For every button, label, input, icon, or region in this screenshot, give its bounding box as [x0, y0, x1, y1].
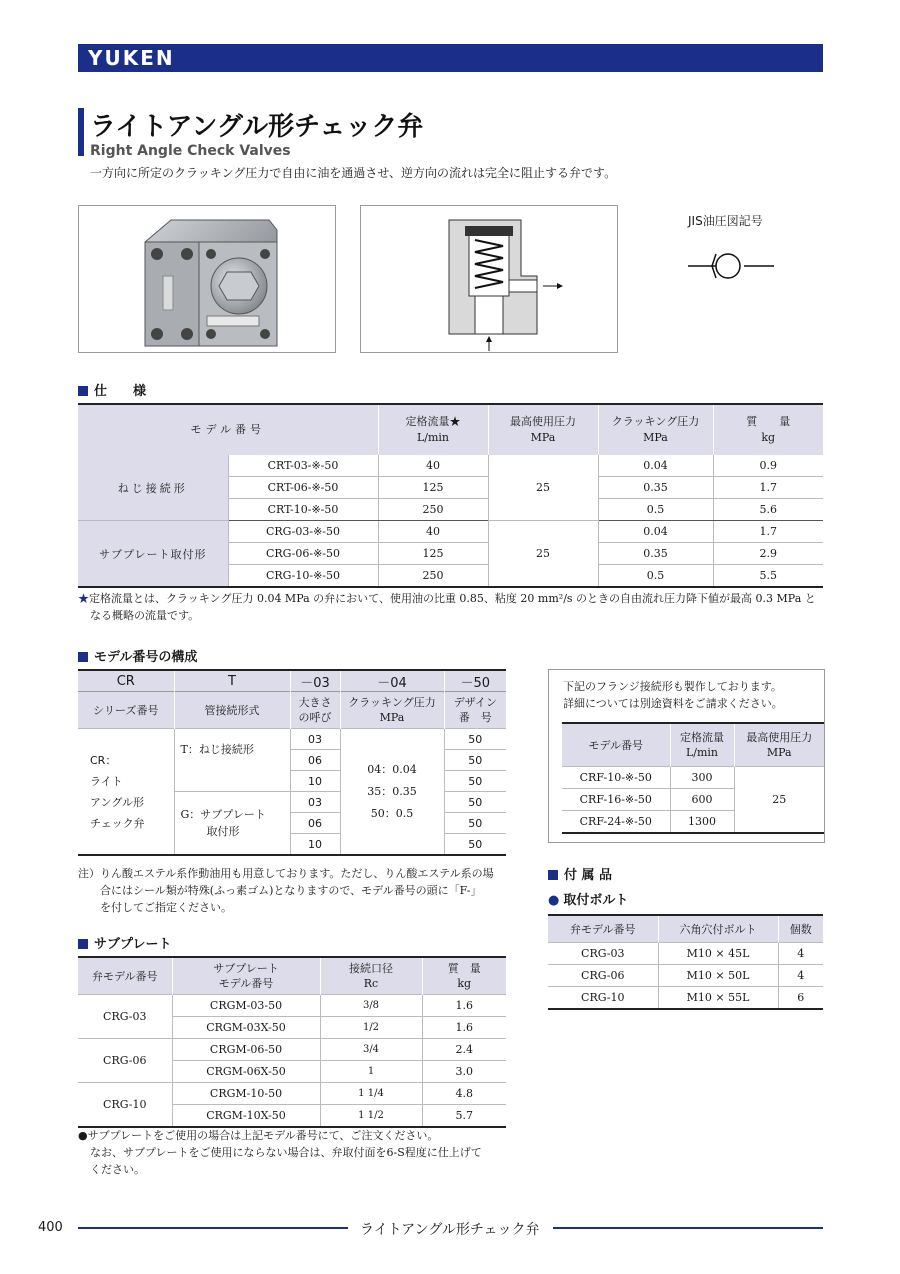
table-row: CRF-10-※-50 [562, 767, 670, 789]
table-row: CRGM-03X-50 [172, 1017, 320, 1039]
page-description: 一方向に所定のクラッキング圧力で自由に油を通過させ、逆方向の流れは完全に阻止する弁です。 [90, 166, 617, 180]
jis-label: JIS油圧図記号 [688, 214, 763, 228]
spec-col-mass: 質 量 kg [713, 404, 823, 455]
table-row: CRT-06-※-50 [228, 477, 378, 499]
accessory-subheading: ● 取付ボルト [548, 893, 629, 908]
table-row: CRG-03 [548, 943, 658, 965]
yuken-logo: YUKEN [88, 46, 175, 70]
page-number: 400 [38, 1220, 63, 1235]
table-row: CRGM-03-50 [172, 995, 320, 1017]
table-row: CRT-03-※-50 [228, 455, 378, 477]
subplate-heading: サブプレート [78, 933, 171, 952]
spec-col-cracking: クラッキング圧力 MPa [598, 404, 713, 455]
bullet-icon: ● [548, 893, 560, 908]
accessory-heading: 付 属 品 [548, 864, 612, 883]
title-accent [78, 108, 84, 156]
spec-col-model: モデル番号 [78, 404, 378, 455]
spec-table: モデル番号 定格流量★ L/min 最高使用圧力 MPa クラッキング圧力 MPa 質 量 kg ねじ接続形 CRT-03-※-50 40 25 0.04 0.9 CRT-06-※-50 125 0.35 1.7 CRT-10-※-50 250 0.5 5.6 サブプレート取付形 CRG-03-※-50 40 25 0.04 1.7 CRG-06-※-50 125 0.35 2.9 CRG-10-※-50 250 0.5 5.5 [78, 403, 823, 588]
flange-table: モデル番号 定格流量 L/min 最高使用圧力 MPa CRF-10-※-50 300 25 CRF-16-※-50 600 CRF-24-※-50 1300 [562, 722, 824, 834]
spec-col-pressure: 最高使用圧力 MPa [488, 404, 598, 455]
table-row: CRG-10-※-50 [228, 565, 378, 588]
table-row: CRG-06-※-50 [228, 543, 378, 565]
flange-box: 下記のフランジ接続形も製作しております。 詳細については別途資料をご請求ください。 モデル番号 定格流量 L/min 最高使用圧力 MPa CRF-10-※-50 300 25 CRF-16-※-50 600 CRF-24-※-50 1300 [548, 669, 825, 843]
table-row: CRGM-06-50 [172, 1039, 320, 1061]
spec-group-subplate: サブプレート取付形 [78, 521, 228, 588]
spec-heading: 仕 様 [78, 380, 146, 399]
table-row: CRGM-10-50 [172, 1083, 320, 1105]
cross-section-drawing [360, 205, 618, 353]
table-row: CRF-16-※-50 [562, 789, 670, 811]
table-row: CRG-10 [548, 987, 658, 1010]
page-subtitle: Right Angle Check Valves [90, 143, 291, 159]
check-valve-symbol-icon [688, 248, 778, 284]
cross-section-icon [361, 206, 617, 352]
model-code-heading: モデル番号の構成 [78, 646, 197, 665]
product-photo [78, 205, 336, 353]
footer-line-left [78, 1227, 348, 1229]
footer-title: ライトアングル形チェック弁 [360, 1222, 540, 1238]
star-icon: ★ [78, 592, 89, 605]
table-row: CRF-24-※-50 [562, 811, 670, 834]
valve-photo-icon [79, 206, 335, 352]
conn-t-cell: T：ねじ接続形 [174, 729, 290, 792]
series-cell: CR： ライト アングル形 チェック弁 [78, 729, 174, 856]
page-title: ライトアングル形チェック弁 [90, 112, 424, 142]
spec-note: ★定格流量とは、クラッキング圧力 0.04 MPa の弁において、使用油の比重 0.85、粘度 20 mm²/s のときの自由流れ圧力降下値が最高 0.3 MPa と なる概略の流量です。 [78, 592, 816, 622]
table-row: CRG-06 [548, 965, 658, 987]
model-code-table: CR T －03 －04 －50 シリーズ番号 管接続形式 大きさ の呼び クラッキング圧力 MPa デザイン 番 号 CR： ライト アングル形 チェック弁 T：ねじ接続形 03 04：0.04 35：0.35 50：0.5 50 06 50 10 50 G：サブプレート 取付形 03 50 06 50 10 50 [78, 669, 506, 856]
table-row: CRGM-10X-50 [172, 1105, 320, 1128]
subplate-table: 弁モデル番号 サブプレート モデル番号 接続口径 Rc 質 量 kg CRG-03 CRGM-03-50 3/8 1.6 CRGM-03X-50 1/2 1.6 CRG-06 CRGM-06-50 3/4 2.4 CRGM-06X-50 1 3.0 CRG-10 CRGM-10-50 1 1/4 4.8 CRGM-10X-50 1 1/2 5.7 [78, 956, 506, 1128]
model-code-note: 注）りん酸エステル系作動油用も用意しております。ただし、りん酸エステル系の場 合にはシール類が特殊(ふっ素ゴム)となりますので、モデル番号の頭に「F-」 を付してご指定ください。 [78, 867, 494, 914]
accessory-table: 弁モデル番号 六角穴付ボルト 個数 CRG-03 M10 × 45L 4 CRG-06 M10 × 50L 4 CRG-10 M10 × 55L 6 [548, 914, 823, 1010]
spec-group-thread: ねじ接続形 [78, 455, 228, 521]
table-row: CRG-03-※-50 [228, 521, 378, 543]
table-row: CRGM-06X-50 [172, 1061, 320, 1083]
footer-line-right [553, 1227, 823, 1229]
crack-cell: 04：0.04 35：0.35 50：0.5 [340, 729, 444, 856]
spec-col-flow: 定格流量★ L/min [378, 404, 488, 455]
conn-g-cell: G：サブプレート 取付形 [174, 792, 290, 856]
header-bar [78, 44, 823, 72]
table-row: CRT-10-※-50 [228, 499, 378, 521]
subplate-note: ●サブプレートをご使用の場合は上記モデル番号にて、ご注文ください。 なお、サブプレートをご使用にならない場合は、弁取付面を6-S程度に仕上げて ください。 [78, 1129, 482, 1176]
